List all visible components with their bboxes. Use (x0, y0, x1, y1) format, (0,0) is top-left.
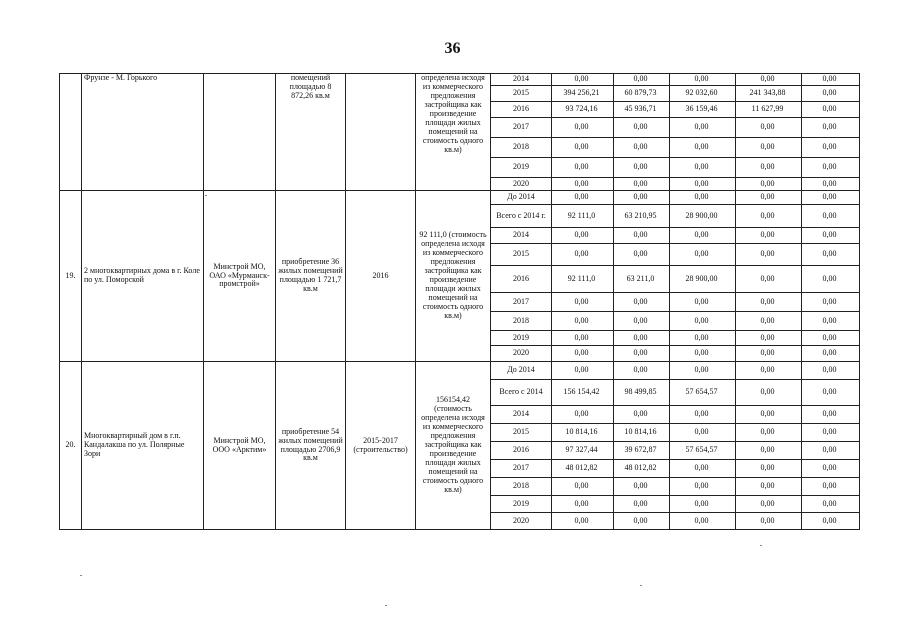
scan-artifact (385, 605, 387, 606)
total-cell: 0,00 (552, 513, 614, 530)
federal-budget-cell: 0,00 (614, 293, 670, 312)
year-cell: 2019 (491, 496, 552, 513)
object-name-cell: Многоквартирный дом в г.п. Кандалакша по ул. Полярные Зори (82, 362, 204, 530)
extra-budget-cell: 0,00 (802, 478, 860, 496)
local-budget-cell: 0,00 (736, 74, 802, 86)
regional-budget-cell: 28 900,00 (670, 266, 736, 293)
regional-budget-cell: 57 654,57 (670, 442, 736, 460)
federal-budget-cell: 0,00 (614, 513, 670, 530)
regional-budget-cell: 0,00 (670, 178, 736, 191)
regional-budget-cell: 0,00 (670, 138, 736, 158)
year-cell: 2019 (491, 331, 552, 346)
total-cell: 0,00 (552, 158, 614, 178)
total-cell: 0,00 (552, 478, 614, 496)
year-cell: 2017 (491, 118, 552, 138)
extra-budget-cell: 0,00 (802, 424, 860, 442)
federal-budget-cell: 0,00 (614, 331, 670, 346)
period-cell: 2016 (346, 191, 416, 362)
federal-budget-cell: 60 879,73 (614, 86, 670, 102)
total-cell: 92 111,0 (552, 205, 614, 228)
regional-budget-cell: 0,00 (670, 424, 736, 442)
extra-budget-cell: 0,00 (802, 312, 860, 331)
total-cell: 0,00 (552, 244, 614, 266)
local-budget-cell: 0,00 (736, 138, 802, 158)
total-cell: 0,00 (552, 228, 614, 244)
federal-budget-cell: 0,00 (614, 244, 670, 266)
local-budget-cell: 0,00 (736, 496, 802, 513)
cost-cell: определена исходя из коммерческого предложения застройщика как произведение площади жилых помещений на стоимость одного кв.м) (416, 74, 491, 191)
row-number-cell: 19. (60, 191, 82, 362)
year-cell: До 2014 (491, 362, 552, 380)
federal-budget-cell: 10 814,16 (614, 424, 670, 442)
regional-budget-cell: 0,00 (670, 244, 736, 266)
regional-budget-cell: 57 654,57 (670, 380, 736, 406)
federal-budget-cell: 0,00 (614, 118, 670, 138)
customer-cell: Минстрой МО, ООО «Арктим» (204, 362, 276, 530)
year-cell: 2017 (491, 460, 552, 478)
year-cell: 2020 (491, 178, 552, 191)
customer-cell: Минстрой МО, ОАО «Мурманск-промстрой» (204, 191, 276, 362)
federal-budget-cell: 0,00 (614, 228, 670, 244)
extra-budget-cell: 0,00 (802, 460, 860, 478)
extra-budget-cell: 0,00 (802, 442, 860, 460)
federal-budget-cell: 0,00 (614, 496, 670, 513)
regional-budget-cell: 28 900,00 (670, 205, 736, 228)
extra-budget-cell: 0,00 (802, 362, 860, 380)
total-cell: 0,00 (552, 138, 614, 158)
row-number-cell (60, 74, 82, 191)
regional-budget-cell: 0,00 (670, 312, 736, 331)
year-cell: 2014 (491, 74, 552, 86)
total-cell: 156 154,42 (552, 380, 614, 406)
extra-budget-cell: 0,00 (802, 158, 860, 178)
regional-budget-cell: 0,00 (670, 460, 736, 478)
federal-budget-cell: 0,00 (614, 406, 670, 424)
local-budget-cell: 11 627,99 (736, 102, 802, 118)
federal-budget-cell: 0,00 (614, 346, 670, 362)
extra-budget-cell: 0,00 (802, 191, 860, 205)
regional-budget-cell: 0,00 (670, 158, 736, 178)
federal-budget-cell: 0,00 (614, 191, 670, 205)
investment-table (59, 73, 860, 530)
year-cell: Всего с 2014 (491, 380, 552, 406)
total-cell: 0,00 (552, 406, 614, 424)
regional-budget-cell: 0,00 (670, 496, 736, 513)
regional-budget-cell: 0,00 (670, 478, 736, 496)
description-cell: приобретение 54 жилых помещений площадью 2706,9 кв.м (276, 362, 346, 530)
description-cell: приобретение 36 жилых помещений площадью 1 721,7 кв.м (276, 191, 346, 362)
regional-budget-cell: 0,00 (670, 331, 736, 346)
total-cell: 0,00 (552, 331, 614, 346)
year-cell: 2020 (491, 346, 552, 362)
extra-budget-cell: 0,00 (802, 102, 860, 118)
row-number-cell: 20. (60, 362, 82, 530)
year-cell: 2015 (491, 86, 552, 102)
object-name-cell: Фрунзе - М. Горького (82, 74, 204, 191)
regional-budget-cell: 0,00 (670, 191, 736, 205)
scan-artifact (80, 575, 82, 576)
federal-budget-cell: 98 499,85 (614, 380, 670, 406)
year-cell: 2016 (491, 102, 552, 118)
local-budget-cell: 0,00 (736, 158, 802, 178)
local-budget-cell: 0,00 (736, 178, 802, 191)
local-budget-cell: 0,00 (736, 266, 802, 293)
federal-budget-cell: 0,00 (614, 138, 670, 158)
regional-budget-cell: 0,00 (670, 346, 736, 362)
local-budget-cell: 0,00 (736, 346, 802, 362)
extra-budget-cell: 0,00 (802, 138, 860, 158)
total-cell: 0,00 (552, 496, 614, 513)
federal-budget-cell: 0,00 (614, 312, 670, 331)
year-cell: 2018 (491, 312, 552, 331)
year-cell: 2016 (491, 442, 552, 460)
local-budget-cell: 0,00 (736, 478, 802, 496)
extra-budget-cell: 0,00 (802, 406, 860, 424)
year-cell: 2018 (491, 138, 552, 158)
description-cell: помещений площадью 8 872,26 кв.м (276, 74, 346, 191)
federal-budget-cell: 0,00 (614, 478, 670, 496)
total-cell: 0,00 (552, 346, 614, 362)
total-cell: 0,00 (552, 191, 614, 205)
total-cell: 0,00 (552, 312, 614, 331)
extra-budget-cell: 0,00 (802, 380, 860, 406)
year-cell: 2015 (491, 244, 552, 266)
extra-budget-cell: 0,00 (802, 513, 860, 530)
regional-budget-cell: 0,00 (670, 293, 736, 312)
year-cell: 2017 (491, 293, 552, 312)
local-budget-cell: 0,00 (736, 293, 802, 312)
page-number: 36 (444, 40, 461, 57)
scan-artifact (640, 585, 642, 586)
total-cell: 92 111,0 (552, 266, 614, 293)
total-cell: 0,00 (552, 118, 614, 138)
local-budget-cell: 0,00 (736, 460, 802, 478)
total-cell: 0,00 (552, 362, 614, 380)
extra-budget-cell: 0,00 (802, 118, 860, 138)
local-budget-cell: 0,00 (736, 513, 802, 530)
customer-cell (204, 74, 276, 191)
extra-budget-cell: 0,00 (802, 496, 860, 513)
extra-budget-cell: 0,00 (802, 266, 860, 293)
year-cell: 2014 (491, 406, 552, 424)
regional-budget-cell: 36 159,46 (670, 102, 736, 118)
regional-budget-cell: 0,00 (670, 228, 736, 244)
extra-budget-cell: 0,00 (802, 86, 860, 102)
extra-budget-cell: 0,00 (802, 228, 860, 244)
local-budget-cell: 0,00 (736, 362, 802, 380)
federal-budget-cell: 0,00 (614, 158, 670, 178)
year-cell: 2019 (491, 158, 552, 178)
year-cell: 2018 (491, 478, 552, 496)
federal-budget-cell: 45 936,71 (614, 102, 670, 118)
regional-budget-cell: 0,00 (670, 513, 736, 530)
local-budget-cell: 0,00 (736, 406, 802, 424)
extra-budget-cell: 0,00 (802, 244, 860, 266)
extra-budget-cell: 0,00 (802, 205, 860, 228)
regional-budget-cell: 0,00 (670, 406, 736, 424)
total-cell: 10 814,16 (552, 424, 614, 442)
total-cell: 0,00 (552, 178, 614, 191)
year-cell: Всего с 2014 г. (491, 205, 552, 228)
total-cell: 0,00 (552, 74, 614, 86)
federal-budget-cell: 39 672,87 (614, 442, 670, 460)
local-budget-cell: 241 343,88 (736, 86, 802, 102)
scan-artifact (760, 545, 762, 546)
extra-budget-cell: 0,00 (802, 293, 860, 312)
table-row (60, 74, 860, 86)
local-budget-cell: 0,00 (736, 228, 802, 244)
object-name-cell: 2 многоквартирных дома в г. Коле по ул. Поморской (82, 191, 204, 362)
total-cell: 394 256,21 (552, 86, 614, 102)
regional-budget-cell: 0,00 (670, 362, 736, 380)
cost-cell: 92 111,0 (стоимость определена исходя из коммерческого предложения застройщика как произведение площади жилых помещений на стоимость одного кв.м) (416, 191, 491, 362)
local-budget-cell: 0,00 (736, 312, 802, 331)
regional-budget-cell: 0,00 (670, 118, 736, 138)
local-budget-cell: 0,00 (736, 244, 802, 266)
table-row (60, 362, 860, 380)
cost-cell: 156154,42 (стоимость определена исходя из коммерческого предложения застройщика как произведение площади жилых помещений на стоимость одного кв.м) (416, 362, 491, 530)
extra-budget-cell: 0,00 (802, 346, 860, 362)
year-cell: 2015 (491, 424, 552, 442)
year-cell: 2016 (491, 266, 552, 293)
federal-budget-cell: 63 211,0 (614, 266, 670, 293)
federal-budget-cell: 48 012,82 (614, 460, 670, 478)
federal-budget-cell: 0,00 (614, 178, 670, 191)
local-budget-cell: 0,00 (736, 191, 802, 205)
extra-budget-cell: 0,00 (802, 74, 860, 86)
regional-budget-cell: 92 032,60 (670, 86, 736, 102)
federal-budget-cell: 0,00 (614, 74, 670, 86)
local-budget-cell: 0,00 (736, 331, 802, 346)
local-budget-cell: 0,00 (736, 424, 802, 442)
total-cell: 97 327,44 (552, 442, 614, 460)
period-cell (346, 74, 416, 191)
total-cell: 93 724,16 (552, 102, 614, 118)
period-cell: 2015-2017 (строительство) (346, 362, 416, 530)
total-cell: 0,00 (552, 293, 614, 312)
federal-budget-cell: 0,00 (614, 362, 670, 380)
local-budget-cell: 0,00 (736, 118, 802, 138)
extra-budget-cell: 0,00 (802, 331, 860, 346)
scan-artifact (205, 195, 207, 196)
extra-budget-cell: 0,00 (802, 178, 860, 191)
total-cell: 48 012,82 (552, 460, 614, 478)
federal-budget-cell: 63 210,95 (614, 205, 670, 228)
regional-budget-cell: 0,00 (670, 74, 736, 86)
year-cell: До 2014 (491, 191, 552, 205)
year-cell: 2020 (491, 513, 552, 530)
year-cell: 2014 (491, 228, 552, 244)
local-budget-cell: 0,00 (736, 205, 802, 228)
local-budget-cell: 0,00 (736, 442, 802, 460)
table-row (60, 191, 860, 205)
local-budget-cell: 0,00 (736, 380, 802, 406)
